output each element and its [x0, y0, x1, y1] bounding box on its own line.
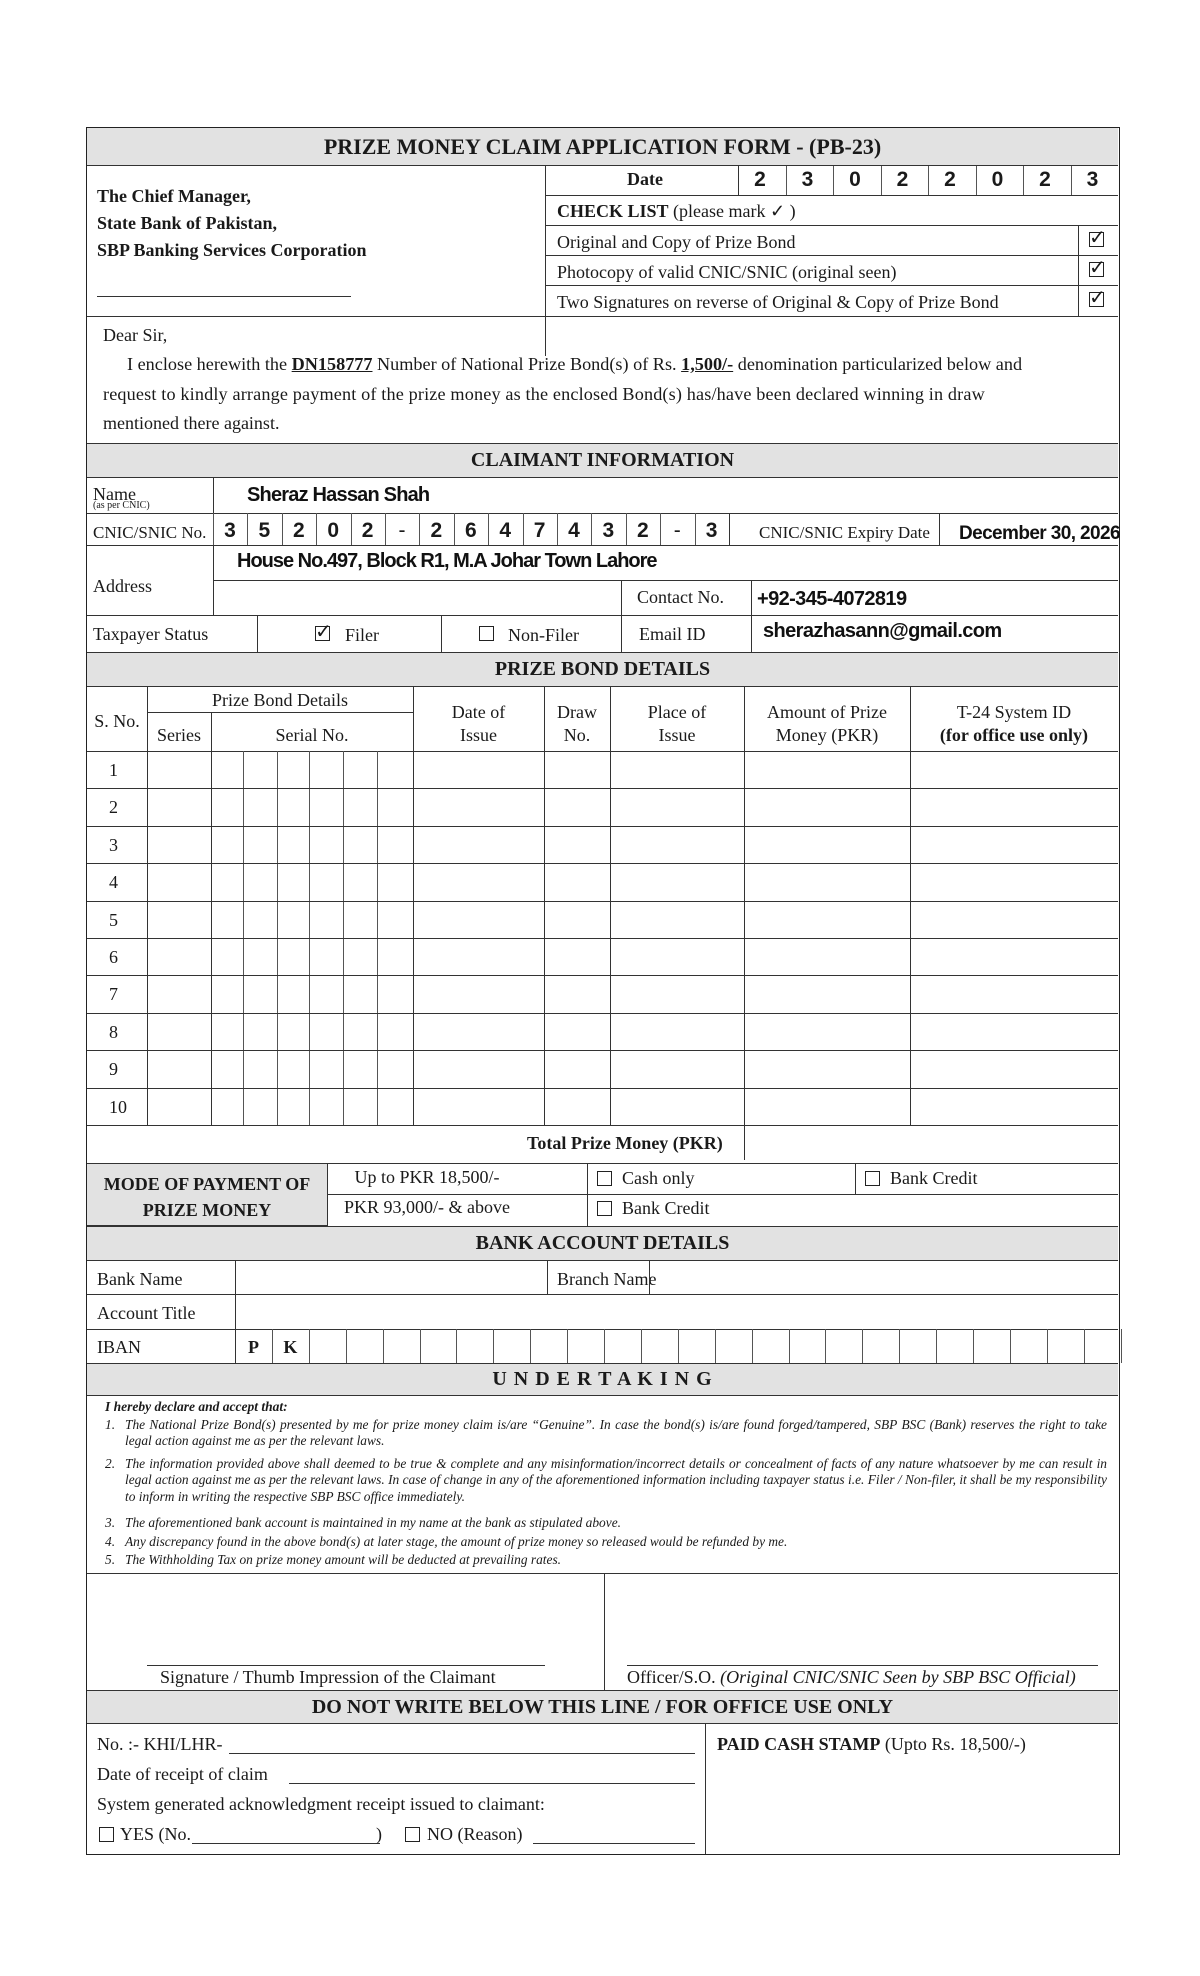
bond-details-heading-text: PRIZE BOND DETAILS	[494, 658, 711, 680]
iban-char-box[interactable]	[493, 1331, 530, 1362]
checklist-heading	[557, 202, 796, 220]
total-prize-label: Total Prize Money (PKR)	[527, 1133, 723, 1153]
iban-char-box[interactable]	[752, 1331, 789, 1362]
row-number: 9	[109, 1059, 118, 1080]
bank-heading	[87, 1226, 1118, 1261]
undertaking-item-text: The information provided above shall deemed to be true & complete and any misinformation/incorrect details or concealment of facts of any nature whatsoever by me can result in legal action against me as per the relevant laws. In case of change in any of the aforementioned information including taxpayer status i.e. Filer / Non-filer, it shall be my responsibility to inform in writing the respective SBP BSC office immediately.	[125, 1456, 1107, 1504]
iban-char-box[interactable]	[641, 1331, 678, 1362]
date-digit[interactable]: 3	[1086, 168, 1099, 191]
email-value[interactable]: sherazhasann@gmail.com	[763, 620, 1002, 642]
table-row[interactable]	[87, 1013, 1118, 1050]
cnic-digit[interactable]: 5	[258, 519, 271, 542]
iban-char-box[interactable]	[420, 1331, 457, 1362]
col-date-2: Issue	[460, 725, 497, 745]
cnic-separator[interactable]: -	[673, 519, 681, 542]
undertaking-item-text: Any discrepancy found in the above bond(s) at later stage, the amount of prize money so released would be refunded by me.	[125, 1534, 788, 1549]
col-amount-1: Amount of Prize	[767, 702, 887, 722]
undertaking-heading	[87, 1363, 1118, 1396]
table-row[interactable]	[87, 1050, 1118, 1087]
iban-label: IBAN	[97, 1337, 141, 1357]
iban-char-box[interactable]	[530, 1331, 567, 1362]
nonfiler-label: Non-Filer	[508, 625, 579, 645]
iban-char-box[interactable]	[346, 1331, 383, 1362]
bank-credit-checkbox-low[interactable]	[865, 1171, 880, 1186]
account-title-field[interactable]	[237, 1296, 1116, 1327]
ack-no-label: NO (Reason)	[427, 1824, 523, 1844]
bond-number: DN158777	[291, 354, 373, 374]
undertaking-item-number: 4.	[105, 1534, 116, 1549]
col-amount-2: Money (PKR)	[775, 725, 879, 745]
iban-char-box[interactable]	[715, 1331, 752, 1362]
stamp-note: (Upto Rs. 18,500/-)	[884, 1734, 1026, 1754]
claim-form	[86, 127, 1120, 1855]
iban-prefix-char: K	[283, 1337, 298, 1357]
office-use-heading	[87, 1690, 1118, 1724]
row-number: 1	[109, 760, 118, 780]
col-sno: S. No.	[94, 711, 140, 731]
cnic-digit[interactable]: 4	[568, 519, 580, 542]
table-row[interactable]	[87, 901, 1118, 938]
iban-char-box[interactable]	[936, 1331, 973, 1362]
cnic-digit[interactable]: 7	[533, 519, 546, 542]
name-label: Name	[93, 484, 136, 504]
bond-denomination: 1,500/-	[681, 354, 734, 374]
receipt-date-line[interactable]	[289, 1783, 695, 1784]
office-no-label: No. :- KHI/LHR-	[97, 1734, 223, 1754]
ack-label: System generated acknowledgment receipt issued to claimant:	[97, 1794, 545, 1814]
cnic-digit[interactable]: 6	[464, 519, 477, 542]
checklist-heading-text: CHECK LIST	[557, 201, 669, 221]
check-mark-icon: ✓	[1089, 285, 1106, 309]
bank-credit-label-low: Bank Credit	[890, 1168, 978, 1188]
cnic-digit[interactable]: 3	[705, 519, 718, 542]
cnic-digit[interactable]: 2	[430, 519, 443, 542]
row-number: 2	[109, 797, 118, 818]
iban-char-box[interactable]	[456, 1331, 493, 1362]
iban-char-box[interactable]	[678, 1331, 715, 1362]
iban-char-box[interactable]	[1010, 1331, 1047, 1362]
date-digit[interactable]: 3	[801, 168, 814, 191]
name-sublabel: (as per CNIC)	[93, 500, 150, 511]
ack-no-line[interactable]	[533, 1843, 695, 1844]
letter-line-2: request to kindly arrange payment of the prize money as the enclosed Bond(s) has/have been declared winning in draw	[103, 384, 985, 404]
check-mark-icon: ✓	[1089, 255, 1106, 279]
letter-salutation: Dear Sir,	[103, 325, 168, 345]
check-mark-icon: ✓	[1089, 225, 1106, 249]
row-number: 5	[109, 909, 118, 930]
col-draw-2: No.	[563, 725, 591, 745]
branch-name-field[interactable]	[651, 1263, 1116, 1293]
filer-label: Filer	[345, 625, 379, 645]
iban-char-box[interactable]	[235, 1331, 272, 1362]
iban-char-box[interactable]	[383, 1331, 420, 1362]
officer-note: (Original CNIC/SNIC Seen by SBP BSC Official)	[720, 1667, 1076, 1687]
date-label: Date	[627, 169, 663, 189]
addressee-blank-line	[97, 296, 351, 297]
letter-text: Number of National Prize Bond(s) of Rs.	[377, 354, 677, 374]
form-title	[87, 128, 1118, 166]
col-serial: Serial No.	[275, 725, 349, 745]
payment-tier-1: Up to PKR 18,500/-	[354, 1167, 500, 1187]
col-place-1: Place of	[647, 702, 707, 722]
col-group: Prize Bond Details	[212, 690, 348, 710]
iban-char-box[interactable]	[789, 1331, 826, 1362]
iban-prefix-char: P	[247, 1337, 259, 1357]
bank-name-field[interactable]	[237, 1263, 545, 1293]
cnic-separator[interactable]: -	[398, 519, 406, 542]
ack-yes-line[interactable]	[192, 1843, 380, 1844]
iban-char-box[interactable]	[899, 1331, 936, 1362]
officer-signature-label	[627, 1668, 1076, 1686]
checklist-hint: (please mark ✓ )	[673, 201, 796, 221]
checklist-item-3: Two Signatures on reverse of Original & Copy of Prize Bond	[557, 292, 999, 312]
row-number: 6	[109, 947, 118, 967]
undertaking-item-number: 5.	[105, 1552, 116, 1567]
checklist-item-1: Original and Copy of Prize Bond	[557, 232, 796, 252]
table-row[interactable]	[87, 975, 1118, 1012]
check-mark-icon: ✓	[315, 619, 332, 643]
cnic-digit[interactable]: 0	[327, 519, 340, 542]
addressee-line3: SBP Banking Services Corporation	[97, 240, 367, 260]
branch-name-label: Branch Name	[557, 1269, 657, 1289]
iban-char-box[interactable]	[1047, 1331, 1084, 1362]
claimant-signature-line	[147, 1665, 545, 1666]
bank-credit-label-high: Bank Credit	[622, 1198, 710, 1218]
receipt-date-label: Date of receipt of claim	[97, 1764, 268, 1784]
date-digit[interactable]: 2	[1039, 168, 1051, 191]
payment-mode-label-1: MODE OF PAYMENT OF	[103, 1174, 311, 1194]
addressee-line1: The Chief Manager,	[97, 186, 251, 206]
letter-line-3: mentioned there against.	[103, 413, 280, 433]
email-label: Email ID	[639, 624, 706, 644]
undertaking-intro: I hereby declare and accept that:	[105, 1399, 288, 1414]
undertaking-item-text: The National Prize Bond(s) presented by me for prize money claim is/are “Genuine”. In case the bond(s) is/are found forged/tampered, SBP BSC (Bank) reserves the right to take legal action against me as per the relevant laws.	[125, 1417, 1107, 1449]
undertaking-item-number: 3.	[105, 1515, 116, 1530]
col-t24-1: T-24 System ID	[956, 702, 1072, 722]
table-row[interactable]	[87, 1088, 1118, 1125]
undertaking-item-text: The aforementioned bank account is maintained in my name at the bank as stipulated above.	[125, 1515, 621, 1530]
cash-only-label: Cash only	[622, 1168, 695, 1188]
account-title-label: Account Title	[97, 1303, 196, 1323]
cnic-digit[interactable]: 2	[361, 519, 374, 542]
undertaking-item-number: 2.	[105, 1456, 116, 1471]
date-digit[interactable]: 2	[754, 168, 766, 191]
cnic-digit[interactable]: 4	[499, 519, 512, 542]
table-row[interactable]	[87, 788, 1118, 825]
bank-name-label: Bank Name	[97, 1269, 183, 1289]
date-digit[interactable]: 2	[896, 168, 909, 191]
nonfiler-checkbox[interactable]	[479, 626, 494, 641]
contact-value[interactable]: +92-345-4072819	[757, 588, 907, 610]
date-digit[interactable]: 0	[849, 168, 861, 191]
table-row[interactable]	[87, 826, 1118, 863]
cnic-expiry-label: CNIC/SNIC Expiry Date	[759, 523, 930, 542]
col-place-2: Issue	[658, 725, 696, 745]
cash-only-checkbox[interactable]	[597, 1171, 612, 1186]
cnic-digit[interactable]: 3	[224, 519, 236, 542]
officer-label: Officer/S.O.	[627, 1667, 716, 1687]
bank-heading-text: BANK ACCOUNT DETAILS	[475, 1232, 730, 1254]
col-date-1: Date of	[451, 702, 506, 722]
table-row[interactable]	[87, 863, 1118, 900]
paid-cash-stamp-label	[717, 1735, 1026, 1753]
undertaking-heading-text: U N D E R T A K I N G	[492, 1368, 713, 1390]
cnic-label: CNIC/SNIC No.	[93, 523, 207, 542]
table-row[interactable]	[87, 938, 1118, 975]
ack-no-checkbox[interactable]	[405, 1827, 420, 1842]
office-no-line[interactable]	[229, 1753, 695, 1754]
undertaking-item-text: The Withholding Tax on prize money amount will be deducted at prevailing rates.	[125, 1552, 562, 1567]
addressee-line2: State Bank of Pakistan,	[97, 213, 278, 233]
name-value[interactable]: Sheraz Hassan Shah	[247, 484, 430, 506]
iban-char-box[interactable]	[567, 1331, 604, 1362]
office-use-heading-text: DO NOT WRITE BELOW THIS LINE / FOR OFFICE USE ONLY	[311, 1695, 894, 1718]
contact-label: Contact No.	[637, 587, 724, 607]
claimant-heading	[87, 443, 1118, 478]
claimant-heading-text: CLAIMANT INFORMATION	[470, 449, 735, 471]
ack-yes-checkbox[interactable]	[99, 1827, 114, 1842]
row-number: 8	[109, 1021, 118, 1042]
letter-text: denomination particularized below and	[737, 354, 1023, 374]
bank-credit-checkbox-high[interactable]	[597, 1201, 612, 1216]
letter-line-1	[127, 355, 1022, 373]
row-number: 7	[109, 984, 118, 1005]
iban-char-box[interactable]	[309, 1331, 346, 1362]
iban-char-box[interactable]	[1084, 1331, 1121, 1362]
cnic-digit[interactable]: 2	[292, 519, 305, 542]
form-title-text: PRIZE MONEY CLAIM APPLICATION FORM - (PB-23)	[323, 133, 882, 159]
officer-signature-line	[627, 1665, 1098, 1666]
row-number: 3	[109, 834, 118, 855]
date-digit[interactable]: 2	[944, 168, 956, 191]
letter-text: I enclose herewith the	[127, 354, 288, 374]
iban-char-box[interactable]	[604, 1331, 641, 1362]
cnic-digit[interactable]: 3	[602, 519, 615, 542]
col-series: Series	[157, 725, 201, 745]
date-digit[interactable]: 0	[991, 168, 1004, 191]
iban-char-box[interactable]	[862, 1331, 899, 1362]
address-label: Address	[93, 576, 152, 596]
col-draw-1: Draw	[557, 702, 597, 722]
undertaking-item-number: 1.	[105, 1417, 116, 1432]
row-number: 10	[109, 1096, 127, 1117]
stamp-label: PAID CASH STAMP	[717, 1734, 881, 1754]
ack-yes-label: YES (No.	[120, 1824, 191, 1844]
ack-yes-close: )	[376, 1824, 382, 1844]
total-prize-field[interactable]	[746, 1127, 1116, 1158]
iban-char-box[interactable]	[272, 1331, 309, 1362]
cnic-expiry-value[interactable]: December 30, 2026	[959, 523, 1120, 544]
payment-tier-2: PKR 93,000/- & above	[344, 1197, 510, 1217]
col-t24-2: (for office use only)	[939, 725, 1089, 745]
iban-char-box[interactable]	[825, 1331, 862, 1362]
taxpayer-label: Taxpayer Status	[93, 624, 209, 644]
claimant-signature-label: Signature / Thumb Impression of the Claimant	[160, 1667, 496, 1687]
payment-mode-label-2: PRIZE MONEY	[142, 1200, 272, 1220]
address-value[interactable]: House No.497, Block R1, M.A Johar Town Lahore	[237, 550, 657, 572]
checklist-item-2: Photocopy of valid CNIC/SNIC (original seen)	[557, 262, 897, 282]
table-row[interactable]	[87, 751, 1118, 788]
cnic-digit[interactable]: 2	[636, 519, 649, 542]
iban-char-box[interactable]	[973, 1331, 1010, 1362]
bond-details-heading	[87, 652, 1118, 687]
row-number: 4	[109, 872, 118, 893]
